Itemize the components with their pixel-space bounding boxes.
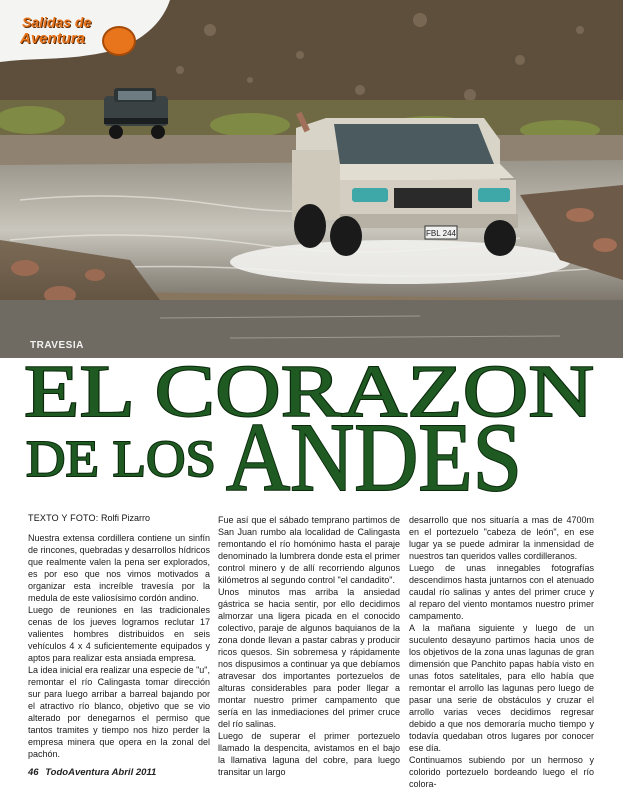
issue-date: Abril 2011: [111, 767, 157, 778]
headline-line2-small: DE LOS: [26, 431, 216, 488]
license-plate: FBL 244: [426, 229, 456, 238]
section-logo: [14, 12, 164, 60]
paragraph: Nuestra extensa cordillera contiene un sinfín de rincones, quebradas y desarrollos hídricos que realmente valen la pena ser explorados, es por eso que nos vimos motivados a organizar esta increíble travesía por la medula de este valiosísimo cordón andino.: [28, 533, 210, 603]
article-column-3: [409, 514, 594, 790]
magazine-name: TodoAventura: [45, 767, 110, 778]
headline-line1: EL CORAZON: [24, 358, 594, 433]
paragraph: La idea inicial era realizar una especie de "u", remontar el río Calingasta tomar dirección sur para luego arribar a barreal bajando por el atractivo río blanco, objetivo que se vio alterado por denegarnos el permiso que tantos tramites y tiempo nos hizo perder la empresa minera que opera en la zonal del pachón.: [28, 665, 210, 759]
paragraph: Fue así que el sábado temprano partimos de San Juan rumbo ala localidad de Calingasta remontando el río homónimo hasta el paraje denominado la lumbrera donde esta el primer control minero y de allí recorriendo algunos kilómetros al segundo control "el candadito".: [218, 515, 400, 585]
paragraph: Luego de reuniones en las tradicionales cenas de los jueves logramos reclutar 17 valientes hombres distribuidos en seis vehículos 4 x 4 suficientemente equipados y aptos para realizar esta ansiada empresa.: [28, 605, 210, 663]
headline-line2-big: ANDES: [226, 404, 522, 508]
paragraph: Luego de unas innegables fotografías descendimos hasta juntarnos con el atenuado caudal río salinas y antes del primer cruce y al reparo del viento montamos nuestro primer campamento.: [409, 563, 594, 621]
paragraph: Luego de superar el primer portezuelo llamado la despencita, avistamos en el bajo la llamativa laguna del cobre, para luego transitar un largo: [218, 731, 400, 777]
byline-author: Rolfi Pizarro: [100, 513, 150, 523]
page-number: 46: [28, 767, 39, 778]
article-column-2: [218, 514, 400, 778]
paragraph: Continuamos subiendo por un hermoso y colorido portezuelo bordeando luego el río colora-: [409, 755, 594, 789]
page-footer: [28, 767, 156, 778]
paragraph: desarrollo que nos situaría a mas de 4700m en el portezuelo "cabeza de león", en ese lugar ya se puede admirar la inmensidad de nuestros tan queridos valles cordilleranos.: [409, 515, 594, 561]
section-tag: TRAVESIA: [30, 340, 84, 351]
hero-photo: [0, 0, 623, 358]
globe-icon: [102, 26, 136, 56]
paragraph: Unos minutos mas arriba la ansiedad gástrica se hacia sentir, por ello decidimos almorzar una ligera picada en el conocido colectivo, paraje de algunos baquianos de la zona donde llevan a pastar cabras y producir ricos quesos. Sin sobremesa y rápidamente nos dispusimos a continuar ya que debíamos atravesar dos importantes portezuelos de alturas considerables para poder llegar a montar nuestro primer campamento que sería en las inmediaciones del primer cruce del río salinas.: [218, 587, 400, 729]
logo-text-line2: Aventura: [20, 30, 86, 47]
byline-label: TEXTO Y FOTO:: [28, 513, 99, 523]
paragraph: A la mañana siguiente y luego de un suculento desayuno partimos hacia unos de los objetivos de la zona unas lagunas de gran dimensión que Panchito papas había visto en unas fotos satelitales, para ello había que remontar el arrollo las lagunas pero luego de pasar una serie de obstáculos y cruzar el arrollo varias veces decidimos regresar debido a que nos demoraría mucho tiempo y todavía quedaban otros lugares por conocer ese día.: [409, 623, 594, 753]
article-column-1: [28, 532, 210, 760]
article-headline: [0, 358, 623, 508]
logo-text-line1: Salidas de: [22, 14, 92, 30]
byline: [28, 513, 150, 523]
